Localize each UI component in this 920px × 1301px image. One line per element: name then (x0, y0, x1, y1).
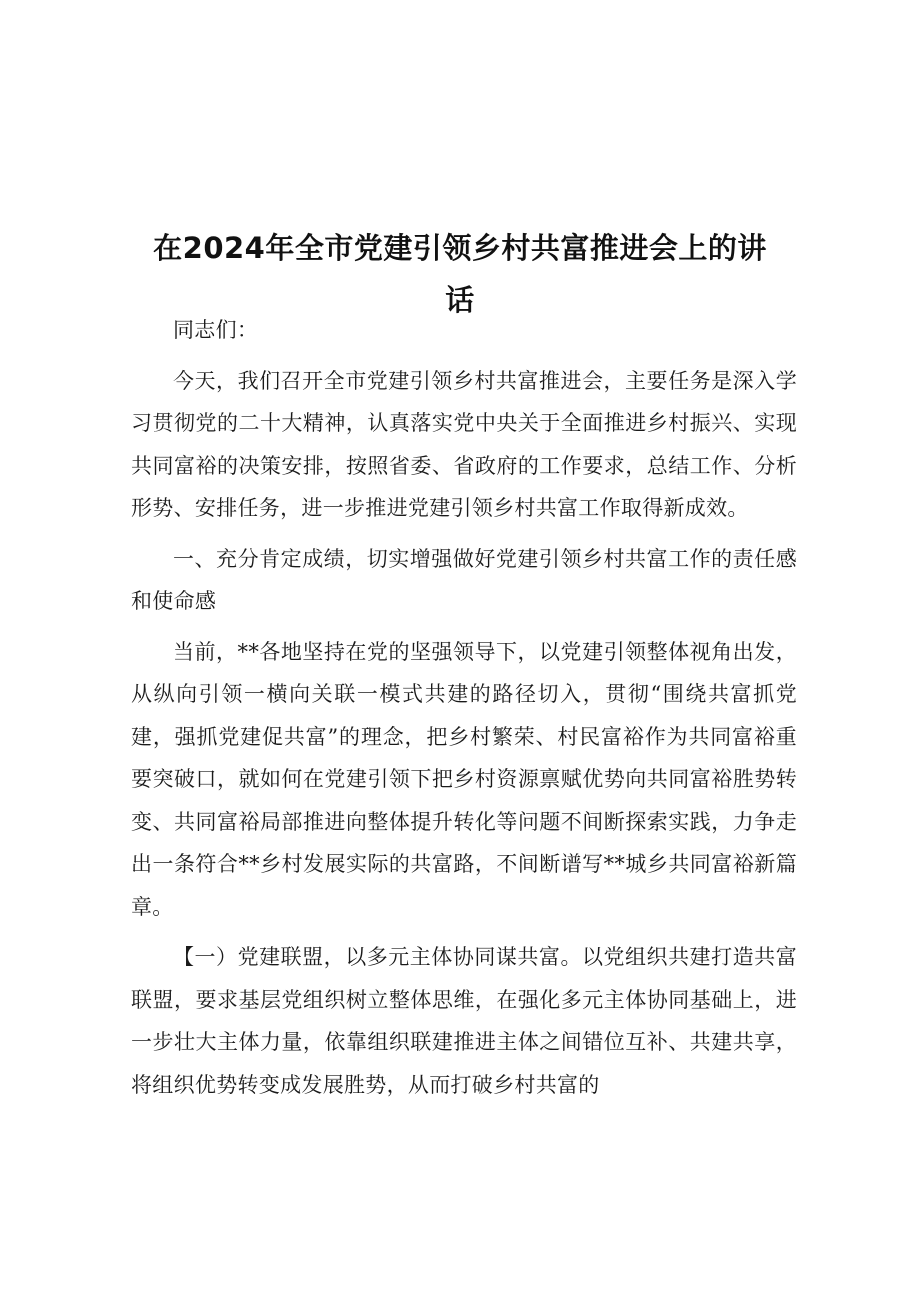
subsection-1: 【一）党建联盟，以多元主体协同谋共富。以党组织共建打造共富联盟，要求基层党组织树立整体思维，在强化多元主体协同基础上，进一步壮大主体力量，依靠组织联建推进主体之间错位互补、共建共享，将组织优势转变成发展胜势，从而打破乡村共富的 (131, 945, 797, 1097)
salutation: 同志们： (173, 318, 259, 342)
document-body (131, 309, 797, 1106)
paragraph-achievements: 当前，**各地坚持在党的坚强领导下，以党建引领整体视角出发，从纵向引领一横向关联一模式共建的路径切入，贯彻“围绕共富抓党建，强抓党建促共富”的理念，把乡村繁荣、村民富裕作为共同富裕重要突破口，就如何在党建引领下把乡村资源禀赋优势向共同富裕胜势转变、共同富裕局部推进向整体提升转化等问题不间断探索实践，力争走出一条符合**乡村发展实际的共富路，不间断谱写**城乡共同富裕新篇章。 (131, 639, 797, 919)
section-heading-1: 一、充分肯定成绩，切实增强做好党建引领乡村共富工作的责任感和使命感 (131, 546, 797, 613)
paragraph-intro: 今天，我们召开全市党建引领乡村共富推进会，主要任务是深入学习贯彻党的二十大精神，认真落实党中央关于全面推进乡村振兴、实现共同富裕的决策安排，按照省委、省政府的工作要求，总结工作、分析形势、安排任务，进一步推进党建引领乡村共富工作取得新成效。 (131, 368, 797, 520)
document-title: 在2024年全市党建引领乡村共富推进会上的讲话 (153, 231, 767, 317)
